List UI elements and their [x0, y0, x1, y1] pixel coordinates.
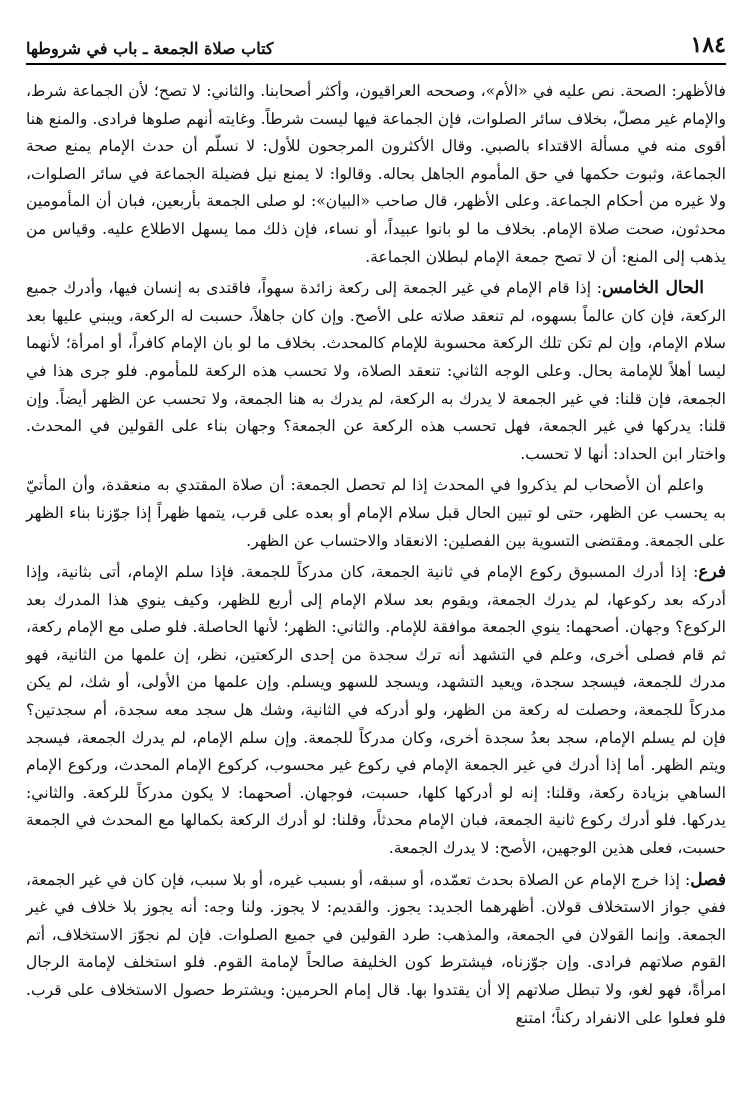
paragraph-3-text: واعلم أن الأصحاب لم يذكروا في المحدث إذا لم تحصل الجمعة: أن صلاة المقتدي به منعقدة، وأن المأتيّ به يحسب عن الظهر، حتى لو تبين الحال قبل سلام الإمام أو بعده على قرب، يتمها ظهراً إذا جوّزنا بناء الظهر على الجمعة. ومقتضى التسوية بين الفصلين: الانعقاد والاحتساب عن الظهر. — [26, 476, 726, 550]
paragraph-4 — [26, 559, 726, 863]
header-rule — [26, 63, 726, 65]
paragraph-4-heading: فرع — [698, 562, 726, 583]
paragraph-5-heading: فصل — [690, 869, 726, 890]
page-body — [26, 78, 726, 1036]
paragraph-4-text: : إذا أدرك المسبوق ركوع الإمام في ثانية الجمعة، كان مدركاً للجمعة. فإذا سلم الإمام، أتى بثانية، وإذا أدركه بعد ركوعها، لم يدرك الجمعة، ويقوم بعد سلام الإمام إلى أربع للظهر، وكيف ينوي هذا المدرك بعد الركوع؟ وجهان. أصحهما: ينوي الجمعة موافقة للإمام. والثاني: الظهر؛ لأنها الحاصلة. فلو صلى مع الإمام ركعة، ثم قام فصلى أخرى، وعلم في التشهد أنه ترك سجدة من إحدى الركعتين، نظر، إن علمها من الثانية، فهو مدرك للجمعة، فيسجد سجدة، ويعيد التشهد، ويسجد للسهو ويسلم. وإن علمها من الأولى، أو شك، لم يكن مدركاً للجمعة، وحصلت له ركعة من الظهر، ولو أدركه في الثانية، وشك هل سجد معه سجدة، أم سجدتين؟ فإن لم يسلم الإمام، سجد بعدُ سجدة أخرى، وكان مدركاً للجمعة. وإن سلم الإمام، لم يدرك الجمعة، فيسجد ويتم الظهر. أما إذا أدرك في غير الجمعة الإمام في ركوع غير محسوب، كركوع الإمام المحدث، وركوع الإمام الساهي بزيادة ركعة، وقلنا: إنه لو أدركها كلها، حسبت، فوجهان. أصحهما: لا يكون مدركاً للركعة. والثاني: يدركها. فلو أدرك ركوع ثانية الجمعة، فبان الإمام محدثاً، وقلنا: لو أدرك الركعة بكمالها مع المحدث في الجمعة حسبت، فعلى هذين الوجهين، الأصح: لا يدرك الجمعة. — [26, 563, 726, 858]
page-number: ١٨٤ — [690, 32, 726, 58]
paragraph-2-text: : إذا قام الإمام في غير الجمعة إلى ركعة زائدة سهواً، فاقتدى به إنسان فيها، وأدرك جميع الركعة، فإن كان عالماً بسهوه، لم تنعقد صلاته على الأصح. وإن كان جاهلاً، حسبت له الركعة، ويبني عليها بعد سلام الإمام، وإن لم تكن تلك الركعة محسوبة للإمام كالمحدث. بخلاف ما لو بان الإمام كافراً، أو امرأة؛ لأنهما ليسا أهلاً للإمامة بحال. وعلى الوجه الثاني: تنعقد الصلاة، ولا تحسب هذه الركعة للمأموم. فلو جرى هذا في الجمعة، فإن قلنا: في غير الجمعة لا يدرك به الركعة، لم يدرك به هنا الجمعة، ولا تحسب عن الظهر أيضاً. وإن قلنا: يدركها في غير الجمعة، فهل تحسب هذه الركعة عن الجمعة؟ وجهان بناء على القولين في المحدث. واختار ابن الحداد: أنها لا تحسب. — [26, 279, 726, 463]
paragraph-3 — [26, 472, 726, 555]
running-title: كتاب صلاة الجمعة ـ باب في شروطها — [26, 39, 274, 58]
paragraph-5 — [26, 867, 726, 1033]
paragraph-2-heading: الحال الخامس — [602, 278, 704, 299]
paragraph-1-text: فالأظهر: الصحة. نص عليه في «الأم»، وصححه العراقيون، وأكثر أصحابنا. والثاني: لا تصح؛ لأن الجماعة شرط، والإمام غير مصلّ، بخلاف سائر الصلوات، فإن الجماعة فيها ليست شرطاً. وغايته أنهم صلوها فرادى. والمنع هنا أقوى منه في مسألة الاقتداء بالصبي. وقال الأكثرون المرجحون للأول: لا نسلّم أن حدث الإمام يمنع صحة الجماعة، وثبوت حكمها في حق المأموم الجاهل بحاله. وقالوا: لا يمنع نيل فضيلة الجماعة في سائر الصلوات، ولا غيره من أحكام الجماعة. وعلى الأظهر، قال صاحب «البيان»: لو صلى الجمعة بأربعين، فبان أن المأمومين محدثون، صحت صلاة الإمام. بخلاف ما لو بانوا عبيداً، أو نساء، فإن ذلك مما يسهل الاطلاع عليه. وقياس من يذهب إلى المنع: أن لا تصح جمعة الإمام لبطلان الجماعة. — [26, 82, 726, 266]
paragraph-1 — [26, 78, 726, 271]
page-header — [26, 28, 726, 58]
paragraph-5-text: : إذا خرج الإمام عن الصلاة بحدث تعمّده، أو سبقه، أو بسبب غيره، أو بلا سبب، فإن كان في غير الجمعة، ففي جواز الاستخلاف قولان. أظهرهما الجديد: يجوز. والقديم: لا يجوز. ولنا وجه: أنه يجوز بلا خلاف في غير الجمعة. وإنما القولان في الجمعة، والمذهب: طرد القولين في جميع الصلوات. فإن لم نجوّز الاستخلاف، أتم القوم صلاتهم فرادى. وإن جوّزناه، فيشترط كون الخليفة صالحاً لإمامة القوم. فلو استخلف لإمامة الرجال امرأةً، فهو لغو، ولا تبطل صلاتهم إلا أن يقتدوا بها. قال إمام الحرمين: ويشترط حصول الاستخلاف على قرب. فلو فعلوا على الانفراد ركناً؛ امتنع — [26, 870, 726, 1027]
paragraph-2 — [26, 275, 726, 468]
